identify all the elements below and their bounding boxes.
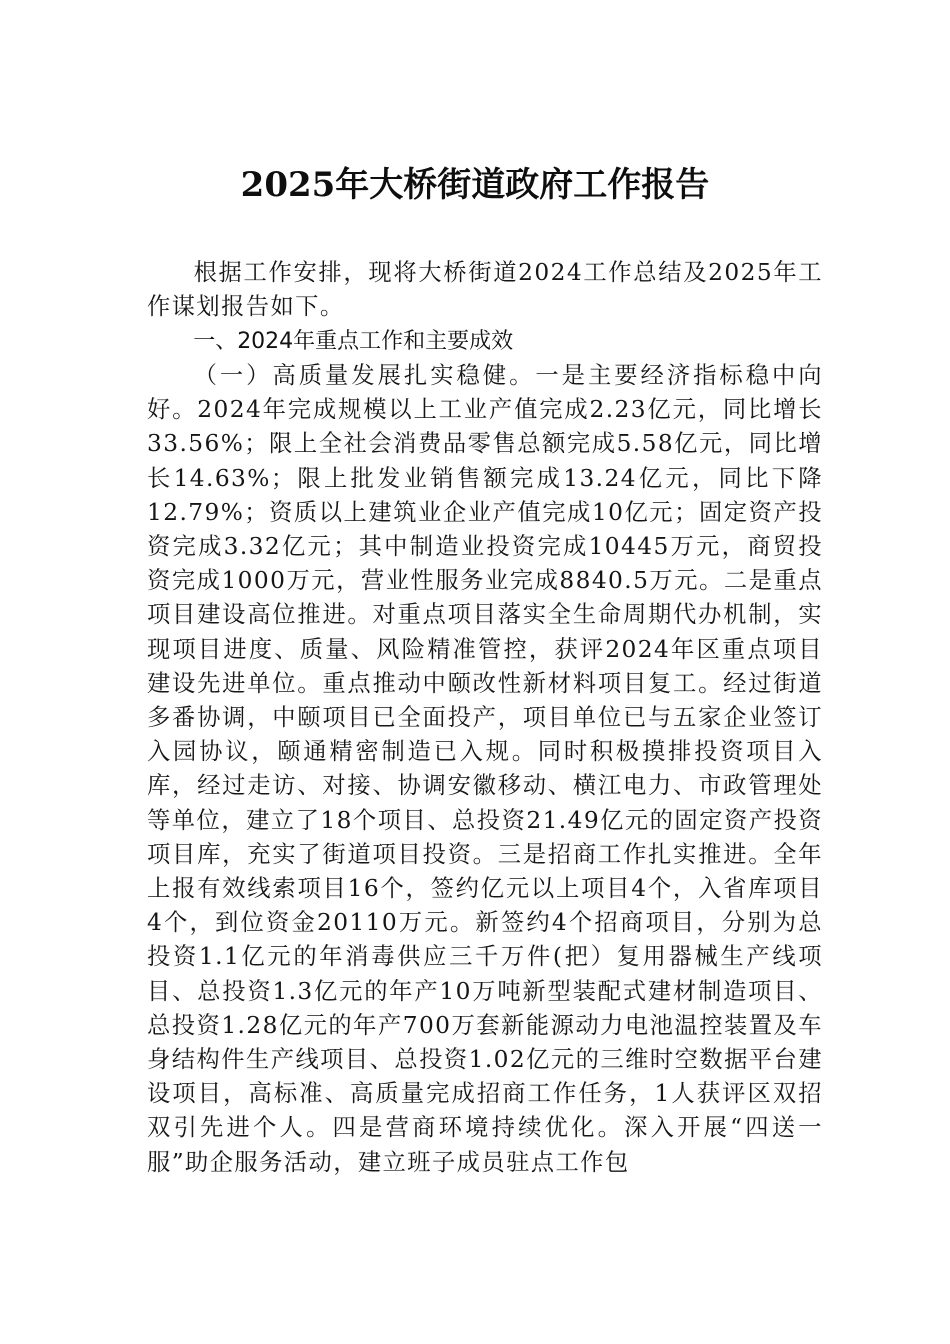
- section-heading: 一、2024年重点工作和主要成效: [193, 329, 514, 354]
- intro-paragraph: 根据工作安排，现将大桥街道2024工作总结及2025年工作谋划报告如下。: [147, 259, 823, 321]
- document-title: 2025年大桥街道政府工作报告: [240, 165, 710, 205]
- body-paragraph: （一）高质量发展扎实稳健。一是主要经济指标稳中向好。2024年完成规模以上工业产值完成2.23亿元，同比增长33.56%；限上全社会消费品零售总额完成5.58亿元，同比增长14.63%；限上批发业销售额完成13.24亿元，同比下降12.79%；资质以上建筑业企业产值完成10亿元；固定资产投资完成3.32亿元；其中制造业投资完成10445万元，商贸投资完成1000万元，营业性服务业完成8840.5万元。二是重点项目建设高位推进。对重点项目落实全生命周期代办机制，实现项目进度、质量、风险精准管控，获评2024年区重点项目建设先进单位。重点推动中颐改性新材料项目复工。经过街道多番协调，中颐项目已全面投产，项目单位已与五家企业签订入园协议，颐通精密制造已入规。同时积极摸排投资项目入库，经过走访、对接、协调安徽移动、横江电力、市政管理处等单位，建立了18个项目、总投资21.49亿元的固定资产投资项目库，充实了街道项目投资。三是招商工作扎实推进。全年上报有效线索项目16个，签约亿元以上项目4个，入省库项目4个，到位资金20110万元。新签约4个招商项目，分别为总投资1.1亿元的年消毒供应三千万件(把）复用器械生产线项目、总投资1.3亿元的年产10万吨新型装配式建材制造项目、总投资1.28亿元的年产700万套新能源动力电池温控装置及车身结构件生产线项目、总投资1.02亿元的三维时空数据平台建设项目，高标准、高质量完成招商工作任务，1人获评区双招双引先进个人。四是营商环境持续优化。深入开展“四送一服”助企服务活动，建立班子成员驻点工作包: [147, 362, 823, 1176]
